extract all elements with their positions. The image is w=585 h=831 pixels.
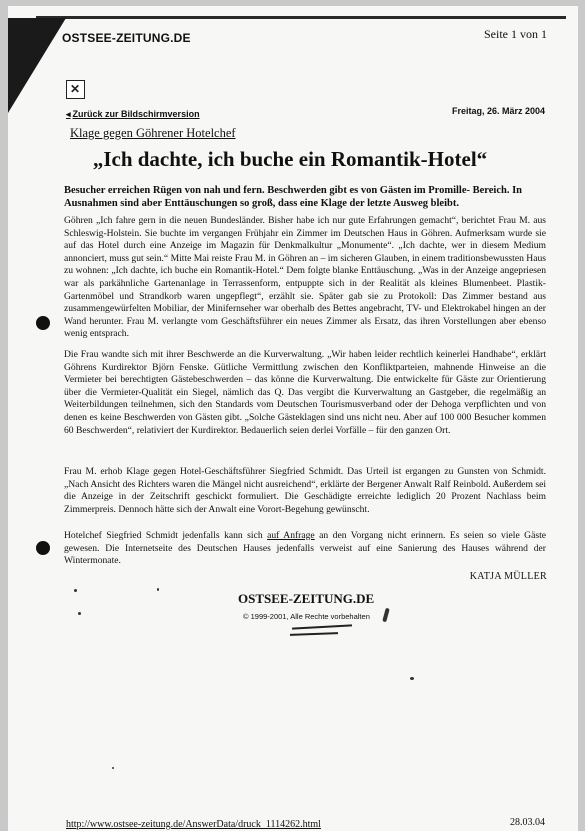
broken-image-icon: ✕: [66, 80, 85, 99]
back-arrow-icon: ◂: [66, 109, 71, 119]
article-headline: „Ich dachte, ich buche ein Romantik-Hotel“: [92, 147, 488, 171]
scan-speck: [74, 589, 77, 592]
scan-speck: [112, 767, 114, 769]
scan-corner-shadow: [8, 18, 66, 113]
article-paragraph: Die Frau wandte sich mit ihrer Beschwerde an die Kurverwaltung. „Wir haben leider rechtlich keinerlei Handhabe“, erklärt Göhrens Kurdirektor Björn Fenske. Gütliche Vermittlung zwischen den Konfliktparteien, mahnende Hinweise an die Vermieter bei berechtigten Gästebeschwerden – das könne die Kurverwaltung. Die entwickelte für Gäste zur Orientierung über die Vermieter-Qualität ein Siegel, nämlich das Q. Das vergibt die Kurverwaltung an Gastgeber, die regelmäßig an Weiterbildungen teilnehmen, sich den Standards vom Deutschen Tourismusverband oder der Dehoga verpflichten und von denen es keine Beschwerden von Gästen gibt. „Solche Gästeklagen sind uns nicht neu. Aber auf 100 000 Besucher kommen 60 Beschwerden“, relativiert der Kurdirektor. Bedauerlich seien derlei Vorfälle – für den ganzen Ort.: [64, 349, 546, 436]
paragraph-text: Hotelchef Siegfried Schmidt jedenfalls kann sich: [64, 530, 268, 541]
top-rule: [36, 16, 566, 19]
page-indicator: Seite 1 von 1: [484, 27, 547, 41]
print-url[interactable]: http://www.ostsee-zeitung.de/AnswerData/druck_1114262.html: [66, 819, 321, 830]
article-date: Freitag, 26. März 2004: [451, 106, 545, 116]
punch-hole: [36, 541, 50, 555]
article-paragraph: Göhren „Ich fahre gern in die neuen Bundesländer. Bisher habe ich nur gute Erfahrungen gemacht“, berichtet Frau M. aus Schleswig-Holstein. Sie buchte im vergangen Frühjahr ein Zimmer im Deutschen Haus in Göhren. Aufmerksam wurde sie auf das Hotel durch eine Anzeige im Magazin für Denkmalkultur „Monumente“. „Ich dachte, wer in diesem Medium annonciert, muss gut sein.“ Mitte Mai reiste Frau M. in Göhren an – im sicheren Glauben, in einem traditionsbewussten Haus zu wohnen: „Ich dachte, ich buche ein Romantik-Hotel.“ Dem folgte blanke Enttäuschung. „Was in der Anzeige angepriesen war als parkähnliche Gartenanlage in Terrassenform, entpuppte sich in der Realität als kleines Blumenbeet. Plastik-Gartenmöbel und Strandkorb waren ungepflegt“, erzählt sie. Später gab sie zu Protokoll: Das Zimmer bestand aus zusammengewürfelten Mobiliar, der Minifernseher war oberhalb des Bettes angebracht, TV- und Elektrokabel hingen an der Wand herunter. Frau M. verlangte vom Geschäftsführer ein neues Zimmer als Ersatz, das ihren Vorstellungen aber ebenso wenig entsprach.: [64, 215, 546, 340]
footer-logo: OSTSEE-ZEITUNG.DE: [238, 591, 375, 606]
article-lead: Besucher erreichen Rügen von nah und fern. Beschwerden gibt es von Gästen im Promille- Bereich. In Ausnahmen sind aber Enttäuschungen so groß, dass eine Klage der letzte Ausweg bleibt.: [64, 185, 523, 209]
back-link-label: Zurück zur Bildschirmversion: [72, 109, 200, 119]
inquiry-link[interactable]: auf Anfrage: [267, 530, 315, 541]
article-author: KATJA MÜLLER: [469, 571, 547, 582]
print-date: 28.03.04: [510, 817, 545, 828]
article-paragraph: Frau M. erhob Klage gegen Hotel-Geschäftsführer Siegfried Schmidt. Das Urteil ist ergangen zu Gunsten von Schmidt. „Nach Ansicht des Richters waren die Mängel nicht ausreichend“, erklärte der Bergener Anwalt Ralf Reinbold. Außerdem sei die Anzeige in der Zeitschrift geschickt formuliert. Die Geschädigte erreichte lediglich 20 Prozent Nachlass beim Zimmerpreis. Dennoch hätte sich der Anwalt eine Vorort-Begehung gewünscht.: [64, 466, 547, 515]
punch-hole: [36, 316, 50, 330]
scan-speck: [78, 612, 81, 615]
back-to-screen-version-link[interactable]: [66, 109, 200, 120]
paragraph-text: an den Vorgang nicht erinnern. Es seien so viele Gäste gewesen. Die Internetseite des Deutschen Hauses jedenfalls verweist auf eine Sanierung des Hauses während der Wintermonate.: [64, 530, 546, 567]
article-kicker: Klage gegen Göhrener Hotelchef: [70, 126, 236, 140]
article-paragraph: [64, 530, 546, 568]
site-name: OSTSEE-ZEITUNG.DE: [62, 31, 191, 45]
scan-speck: [410, 677, 414, 680]
scan-speck: [157, 588, 159, 591]
copyright-notice: © 1999-2001, Alle Rechte vorbehalten: [243, 612, 370, 621]
